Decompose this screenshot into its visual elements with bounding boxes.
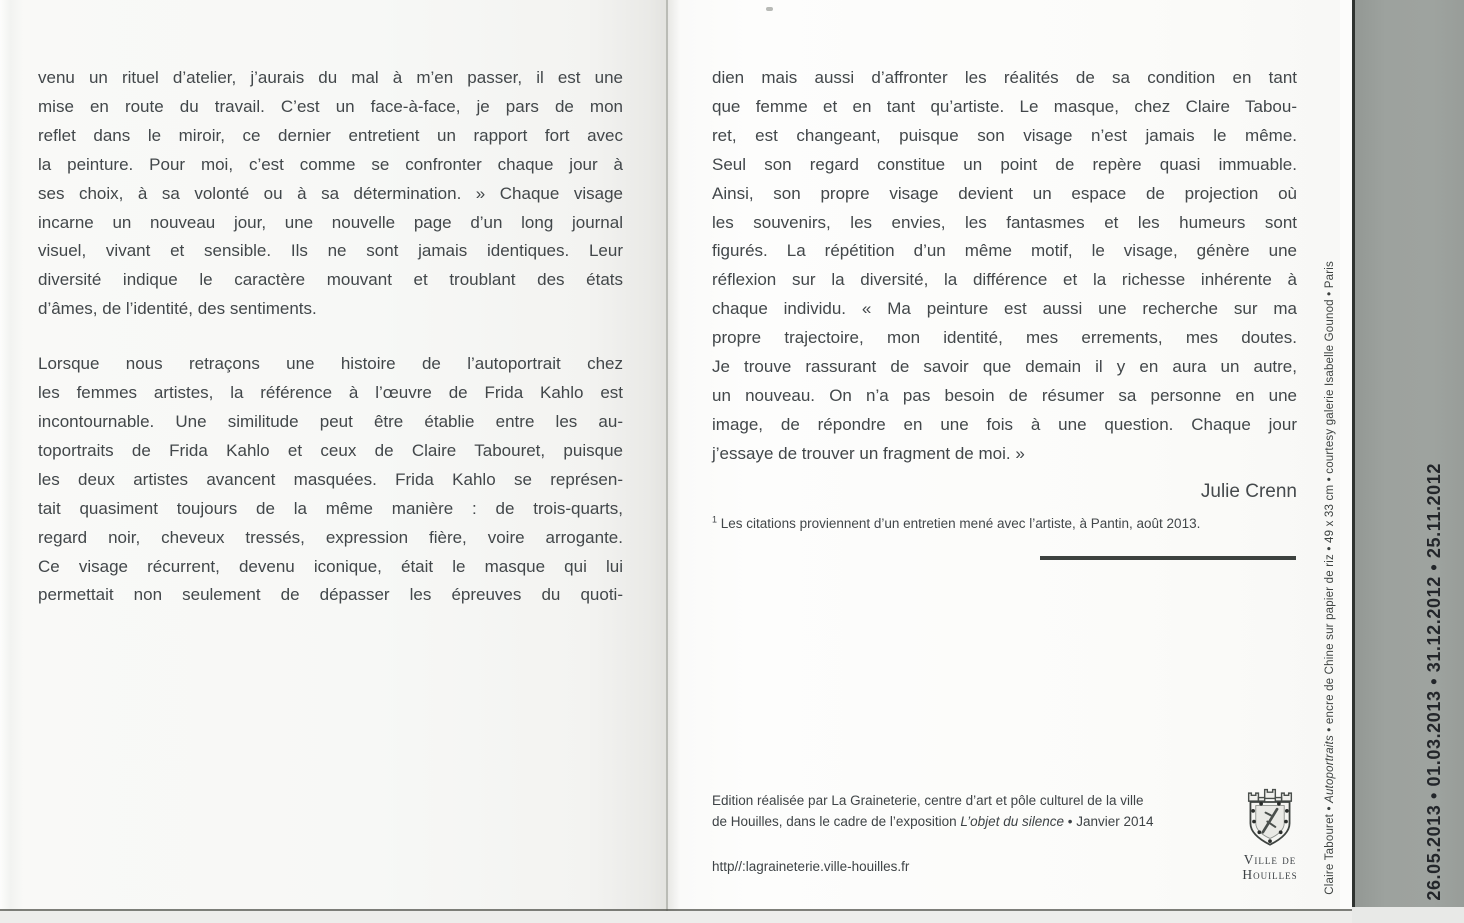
text-line: chaque individu. « Ma peinture est aussi une recherche sur ma (712, 299, 1297, 319)
right-paragraph-1 (712, 64, 1297, 469)
logo-city-name (1232, 852, 1308, 882)
text-line: ret, est changeant, puisque son visage n’est jamais le même. (712, 125, 1297, 145)
exhibition-dates-vertical: 26.05.2013 • 01.03.2013 • 31.12.2012 • 25.11.2012 (1424, 463, 1444, 901)
text-line: d’âmes, de l’identité, des sentiments. (38, 299, 317, 319)
website-url: http//:lagraineterie.ville-houilles.fr (712, 859, 910, 874)
footnote (712, 516, 1304, 531)
text-line: les souvenirs, les envies, les fantasmes et les humeurs sont (712, 212, 1297, 232)
text-line: reflet dans le miroir, ce dernier entretient un rapport fort avec (38, 125, 623, 145)
text-line: tait quasiment toujours de la même manière : de trois-quarts, (38, 498, 623, 518)
logo-city-name-line-1: Ville de (1243, 852, 1297, 867)
artwork-caption-vertical (1324, 261, 1336, 895)
ville-de-houilles-logo (1232, 786, 1308, 882)
page-edge-strip (1340, 0, 1352, 911)
scan-dust-speck (766, 7, 773, 11)
author-signature: Julie Crenn (1200, 480, 1297, 502)
colophon-line-2-suffix: • Janvier 2014 (1063, 814, 1154, 829)
scan-bottom-margin (0, 911, 1352, 923)
colophon-line-1: Edition réalisée par La Graineterie, centre d’art et pôle culturel de la ville (712, 793, 1144, 808)
center-fold-line (666, 0, 668, 911)
colophon-line-2 (712, 811, 1242, 832)
text-line: propre trajectoire, mon identité, mes errements, mes doutes. (712, 328, 1297, 348)
text-line: réflexion sur la diversité, la différence et la richesse inhérente à (712, 270, 1297, 290)
text-line: j’essaye de trouver un fragment de moi. » (712, 443, 1025, 463)
text-line: figurés. La répétition d’un même motif, le visage, génère une (712, 241, 1297, 261)
colophon (712, 790, 1242, 832)
text-line: les deux artistes avancent masquées. Frida Kahlo se représen- (38, 469, 623, 489)
text-line: la peinture. Pour moi, c’est comme se confronter chaque jour à (38, 154, 623, 174)
text-line: un nouveau. On n’a pas besoin de résumer sa personne en une (712, 385, 1297, 405)
text-line: que femme et en tant qu’artiste. Le masque, chez Claire Tabou- (712, 96, 1297, 116)
text-line: les femmes artistes, la référence à l’œuvre de Frida Kahlo est (38, 383, 623, 403)
footnote-marker: 1 (712, 514, 718, 525)
caption-details: • encre de Chine sur papier de riz • 49 x 33 cm • courtesy galerie Isabelle Gounod • Paris (1324, 261, 1336, 736)
text-line: permettait non seulement de dépasser les épreuves du quoti- (38, 585, 623, 605)
text-line: Ce visage récurrent, devenu iconique, était le masque qui lui (38, 556, 623, 576)
right-text-column (712, 64, 1297, 503)
text-line: ses choix, à sa volonté ou à sa détermination. » Chaque visage (38, 183, 623, 203)
text-line: toportraits de Frida Kahlo et ceux de Claire Tabouret, puisque (38, 440, 623, 460)
footnote-text: Les citations proviennent d’un entretien mené avec l’artiste, à Pantin, août 2013. (720, 516, 1201, 531)
horizontal-rule (1040, 556, 1296, 560)
left-paragraph-1 (38, 64, 623, 324)
text-line: dien mais aussi d’affronter les réalités de sa condition en tant (712, 68, 1297, 87)
houilles-crest-icon (1241, 786, 1299, 850)
caption-work-title: Autoportraits (1324, 735, 1336, 804)
spine-band-bottom-edge (1352, 907, 1464, 923)
text-line: Lorsque nous retraçons une histoire de l’autoportrait chez (38, 354, 623, 374)
text-line: Ainsi, son propre visage devient un espace de projection où (712, 183, 1297, 203)
gray-spine-band (1355, 0, 1464, 907)
text-line: mise en route du travail. C’est un face-à-face, je pars de mon (38, 96, 623, 116)
text-line: incontournable. Une similitude peut être établie entre les au- (38, 411, 623, 431)
colophon-line-2-prefix: de Houilles, dans le cadre de l’exposition (712, 814, 961, 829)
text-line: Je trouve rassurant de savoir que demain il y en aura un autre, (712, 357, 1297, 377)
text-line: venu un rituel d’atelier, j’aurais du mal à m’en passer, il est une (38, 68, 623, 87)
left-paragraph-2 (38, 350, 623, 610)
logo-city-name-line-2: Houilles (1242, 867, 1298, 882)
caption-artist: Claire Tabouret • (1324, 803, 1336, 895)
left-text-column (38, 64, 623, 610)
exhibition-title: L’objet du silence (960, 814, 1064, 829)
text-line: incarne un nouveau jour, une nouvelle page d’un long journal (38, 212, 623, 232)
text-line: Seul son regard constitue un point de repère quasi immuable. (712, 154, 1297, 174)
text-line: image, de répondre en une fois à une question. Chaque jour (712, 414, 1297, 434)
text-line: regard noir, cheveux tressés, expression fière, voire arrogante. (38, 527, 623, 547)
text-line: diversité indique le caractère mouvant et troublant des états (38, 270, 623, 290)
text-line: visuel, vivant et sensible. Ils ne sont jamais identiques. Leur (38, 241, 623, 261)
